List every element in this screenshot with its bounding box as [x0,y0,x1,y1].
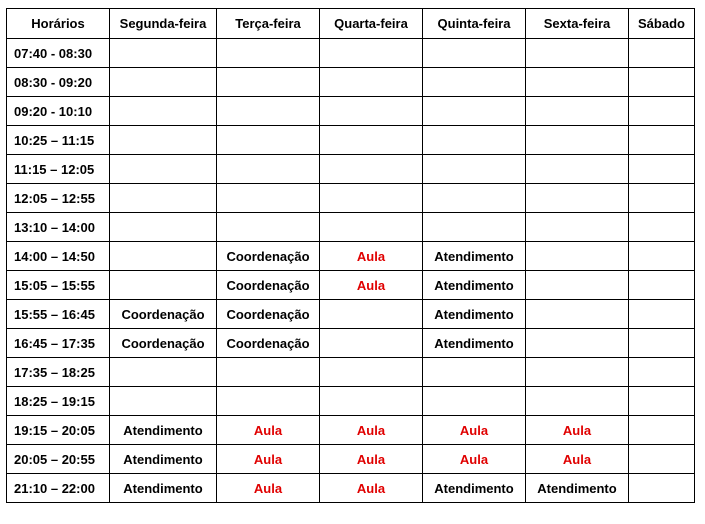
schedule-cell [526,329,629,358]
schedule-cell [110,39,217,68]
schedule-cell [629,271,695,300]
schedule-cell [110,97,217,126]
schedule-cell: Coordenação [110,300,217,329]
schedule-cell [320,68,423,97]
time-slot: 09:20 - 10:10 [7,97,110,126]
time-slot: 17:35 – 18:25 [7,358,110,387]
schedule-row [7,416,695,445]
schedule-cell [629,213,695,242]
header-quinta: Quinta-feira [423,9,526,39]
schedule-cell [110,213,217,242]
schedule-cell [110,155,217,184]
schedule-cell [423,358,526,387]
schedule-row [7,300,695,329]
time-slot: 13:10 – 14:00 [7,213,110,242]
schedule-cell [110,271,217,300]
schedule-row [7,68,695,97]
schedule-cell [526,271,629,300]
schedule-row [7,184,695,213]
schedule-cell [629,300,695,329]
schedule-cell: Coordenação [217,329,320,358]
schedule-cell [320,155,423,184]
header-horarios: Horários [7,9,110,39]
schedule-cell: Aula [320,445,423,474]
schedule-cell [110,387,217,416]
schedule-cell: Aula [320,271,423,300]
schedule-cell [423,68,526,97]
schedule-cell [423,97,526,126]
schedule-cell [217,155,320,184]
time-slot: 18:25 – 19:15 [7,387,110,416]
schedule-cell [423,39,526,68]
schedule-cell: Atendimento [110,445,217,474]
schedule-row [7,358,695,387]
schedule-cell: Atendimento [423,329,526,358]
schedule-cell [526,213,629,242]
time-slot: 16:45 – 17:35 [7,329,110,358]
schedule-cell [110,126,217,155]
schedule-cell [526,97,629,126]
time-slot: 15:55 – 16:45 [7,300,110,329]
schedule-cell [629,184,695,213]
schedule-cell [217,39,320,68]
schedule-cell [629,358,695,387]
time-slot: 11:15 – 12:05 [7,155,110,184]
schedule-cell [629,242,695,271]
schedule-cell: Coordenação [217,242,320,271]
schedule-cell [629,329,695,358]
schedule-cell [217,213,320,242]
schedule-cell: Aula [320,416,423,445]
time-slot: 08:30 - 09:20 [7,68,110,97]
schedule-row [7,387,695,416]
schedule-row [7,155,695,184]
schedule-table [6,8,695,503]
time-slot: 19:15 – 20:05 [7,416,110,445]
schedule-cell [217,126,320,155]
schedule-cell [320,329,423,358]
schedule-cell [217,68,320,97]
schedule-cell: Aula [526,416,629,445]
schedule-cell [526,242,629,271]
time-slot: 21:10 – 22:00 [7,474,110,503]
schedule-cell: Coordenação [110,329,217,358]
schedule-cell: Aula [526,445,629,474]
schedule-cell [526,126,629,155]
schedule-body [7,39,695,503]
schedule-cell: Aula [423,416,526,445]
schedule-cell [526,358,629,387]
header-quarta: Quarta-feira [320,9,423,39]
schedule-row [7,97,695,126]
schedule-cell [423,184,526,213]
schedule-cell: Atendimento [423,474,526,503]
schedule-cell: Aula [423,445,526,474]
schedule-cell [629,97,695,126]
schedule-cell [629,39,695,68]
schedule-cell [110,242,217,271]
schedule-cell [526,68,629,97]
schedule-cell [217,184,320,213]
schedule-cell [526,39,629,68]
schedule-cell: Aula [320,242,423,271]
schedule-cell [320,97,423,126]
schedule-cell [629,387,695,416]
schedule-cell [629,474,695,503]
time-slot: 15:05 – 15:55 [7,271,110,300]
time-slot: 12:05 – 12:55 [7,184,110,213]
schedule-row [7,271,695,300]
schedule-cell [526,387,629,416]
schedule-cell [320,39,423,68]
schedule-row [7,126,695,155]
schedule-cell: Aula [217,416,320,445]
schedule-row [7,242,695,271]
time-slot: 10:25 – 11:15 [7,126,110,155]
header-terca: Terça-feira [217,9,320,39]
schedule-cell [320,358,423,387]
time-slot: 14:00 – 14:50 [7,242,110,271]
schedule-cell [629,416,695,445]
schedule-cell [217,358,320,387]
schedule-cell [629,68,695,97]
schedule-cell [110,184,217,213]
schedule-cell [217,97,320,126]
schedule-cell [423,213,526,242]
schedule-cell [110,358,217,387]
header-sexta: Sexta-feira [526,9,629,39]
schedule-cell [423,126,526,155]
schedule-cell: Aula [320,474,423,503]
schedule-row [7,39,695,68]
schedule-cell [320,300,423,329]
schedule-cell [526,184,629,213]
schedule-row [7,474,695,503]
header-sabado: Sábado [629,9,695,39]
schedule-cell [423,155,526,184]
schedule-cell: Atendimento [423,242,526,271]
schedule-cell [629,126,695,155]
schedule-row [7,213,695,242]
schedule-row [7,329,695,358]
schedule-cell: Atendimento [110,474,217,503]
schedule-cell [110,68,217,97]
schedule-cell: Coordenação [217,271,320,300]
schedule-cell [526,300,629,329]
schedule-cell: Coordenação [217,300,320,329]
schedule-cell: Aula [217,474,320,503]
schedule-cell [320,387,423,416]
schedule-cell [217,387,320,416]
schedule-cell: Atendimento [423,271,526,300]
time-slot: 20:05 – 20:55 [7,445,110,474]
schedule-cell [423,387,526,416]
schedule-cell [320,213,423,242]
schedule-cell [320,126,423,155]
schedule-cell [629,445,695,474]
schedule-cell [629,155,695,184]
schedule-cell: Atendimento [110,416,217,445]
schedule-cell [526,155,629,184]
header-row [7,9,695,39]
schedule-cell: Atendimento [423,300,526,329]
schedule-cell: Aula [217,445,320,474]
schedule-cell: Atendimento [526,474,629,503]
schedule-row [7,445,695,474]
time-slot: 07:40 - 08:30 [7,39,110,68]
schedule-cell [320,184,423,213]
header-segunda: Segunda-feira [110,9,217,39]
